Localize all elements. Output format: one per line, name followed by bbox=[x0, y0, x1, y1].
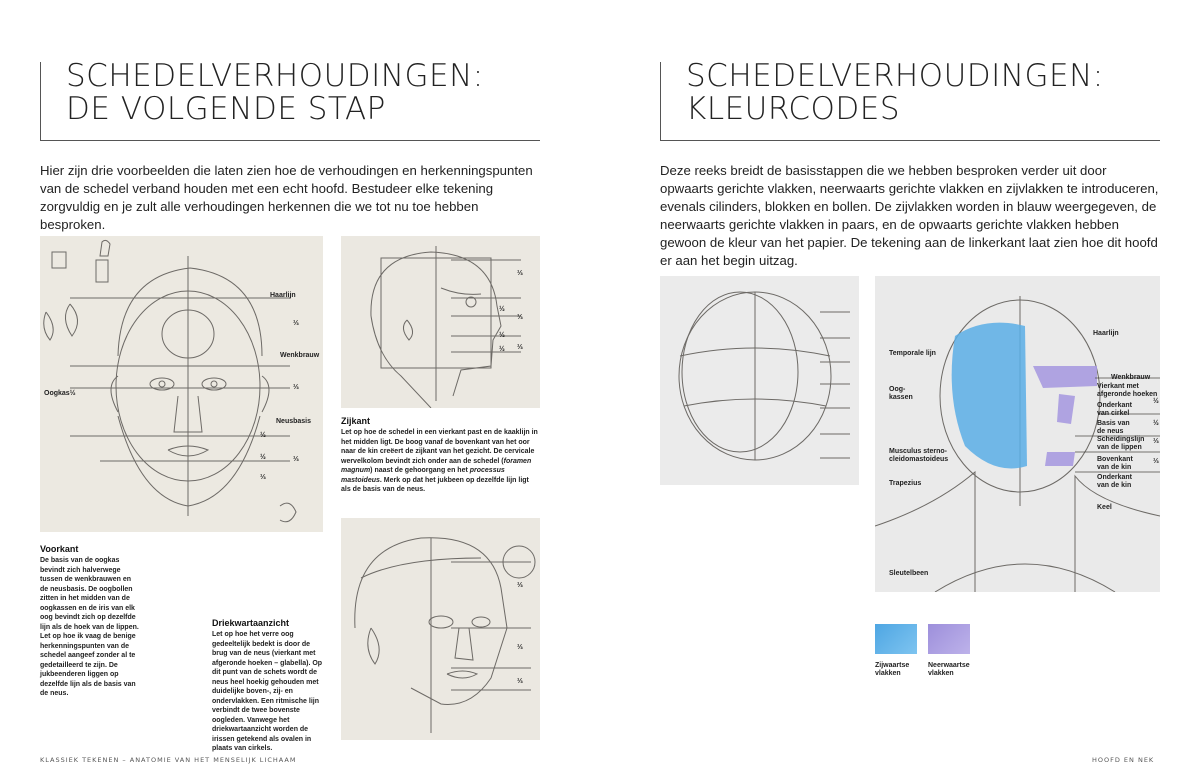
label-musculus-line2: cleidomastoideus bbox=[889, 456, 949, 463]
caption-zijkant-body-part-c: . Merk op dat het jukbeen op dezelfde lijn ligt als de basis van de neus. bbox=[341, 476, 529, 493]
caption-driekwart-body: Let op hoe het verre oog gedeeltelijk bedekt is door de brug van de neus (vierkant met afgeronde hoeken – glabella). Op dit punt van de schets wordt de neus heel hoekig gehouden met duidelijke boven-, zij- en ondervlakken. Een ritmische lijn verbindt de twee bovenste oogleden. Vanwege het driekwartaanzicht worden de irissen getekend als ovalen in plaats van cirkels. bbox=[212, 631, 323, 752]
swatch-side-planes bbox=[875, 624, 917, 654]
label-keel: Keel bbox=[1097, 504, 1112, 511]
threeq-fraction-2: ⅓ bbox=[517, 644, 523, 651]
right-title-rule-horizontal bbox=[660, 140, 1160, 141]
front-fraction-5: ⅓ bbox=[293, 456, 299, 463]
label-onderkant-cirkel-line1: Onderkant bbox=[1097, 402, 1133, 409]
front-label-wenkbrauw: Wenkbrauw bbox=[280, 352, 320, 359]
front-view-drawing bbox=[40, 236, 323, 532]
caption-driekwart bbox=[212, 618, 324, 754]
label-vierkant-line1: Vierkant met bbox=[1097, 383, 1139, 390]
label-scheidingslijn bbox=[1097, 436, 1144, 452]
swatch-down-planes-label bbox=[928, 662, 970, 678]
front-fraction-4: ½ bbox=[260, 454, 266, 461]
caption-voorkant-body: De basis van de oogkas bevindt zich halverwege tussen de wenkbrauwen en de neusbasis. De oogbollen zitten in het midden van de oogkassen en de iris van elk oog bevindt zich op dezelfde lijn als de hoek van de lippen. Let op hoe ik vaag de benige herkenningspunten van de schedel aangeef zonder al te gedetailleerd te zijn. De jukbeenderen liggen op dezelfde lijn als de basis van de neus. bbox=[40, 557, 139, 697]
caption-voorkant-heading: Voorkant bbox=[40, 544, 79, 554]
label-musculus-line1: Musculus sterno- bbox=[889, 448, 947, 455]
label-oogkassen bbox=[889, 386, 913, 402]
label-onderkant-kin-line1: Onderkant bbox=[1097, 474, 1133, 481]
right-fraction-1: ½ bbox=[1153, 398, 1159, 405]
right-footer: HOOFD EN NEK bbox=[1092, 756, 1155, 764]
swatch-side-planes-label bbox=[875, 662, 909, 678]
caption-zijkant-term-processus: processus mastoideus bbox=[341, 467, 505, 484]
right-fraction-4: ⅓ bbox=[1153, 458, 1159, 465]
caption-driekwart-heading: Driekwartaanzicht bbox=[212, 618, 290, 628]
left-title-line-2: DE VOLGENDE STAP bbox=[66, 91, 386, 127]
front-label-oogkas-fraction: ½ bbox=[69, 390, 76, 397]
side-fraction-3: ⅓ bbox=[517, 314, 523, 321]
initial-head-drawing bbox=[660, 276, 859, 485]
side-plane-shape bbox=[952, 323, 1027, 469]
front-label-haarlijn: Haarlijn bbox=[270, 292, 296, 299]
label-musculus bbox=[889, 448, 948, 464]
down-plane-brow bbox=[1033, 366, 1097, 388]
side-fraction-5: ½ bbox=[499, 346, 505, 353]
right-title-line-2: KLEURCODES bbox=[686, 91, 901, 127]
front-fraction-2: ⅓ bbox=[293, 384, 299, 391]
left-title-rule-vertical bbox=[40, 62, 41, 141]
label-temporale-lijn: Temporale lijn bbox=[889, 350, 936, 357]
label-basis-neus-line2: de neus bbox=[1097, 428, 1124, 435]
label-onderkant-kin-line2: van de kin bbox=[1097, 482, 1132, 489]
right-fraction-2: ½ bbox=[1153, 420, 1159, 427]
label-onderkant-cirkel-line2: van cirkel bbox=[1097, 410, 1130, 417]
front-fraction-3: ½ bbox=[260, 432, 266, 439]
right-fraction-3: ⅓ bbox=[1153, 438, 1159, 445]
label-sleutelbeen: Sleutelbeen bbox=[889, 570, 929, 577]
label-bovenkant-kin-line2: van de kin bbox=[1097, 464, 1132, 471]
down-plane-chin bbox=[1045, 452, 1075, 466]
label-oogkassen-line2: kassen bbox=[889, 394, 913, 401]
caption-voorkant bbox=[40, 544, 140, 699]
label-onderkant-kin bbox=[1097, 474, 1132, 490]
label-basis-neus bbox=[1097, 420, 1130, 436]
label-vierkant bbox=[1097, 383, 1157, 399]
side-fraction-1: ⅓ bbox=[517, 270, 523, 277]
threeq-fraction-3: ⅓ bbox=[517, 678, 523, 685]
front-fraction-6: ⅓ bbox=[260, 474, 266, 481]
label-trapezius: Trapezius bbox=[889, 480, 922, 487]
right-intro-text: Deze reeks breidt de basisstappen die we hebben besproken verder uit door opwaarts gerichte vlakken, neerwaarts gerichte vlakken en zijvlakken te introduceren, evenals cilinders, blokken en bollen. De zijvlakken worden in blauw weergegeven, de neerwaarts gerichte vlakken in paars, en de opwaarts gerichte vlakken hebben gewoon de kleur van het papier. De tekening aan de linkerkant laat zien hoe dit hoofd er aan het begin uitzag. bbox=[660, 163, 1159, 268]
left-intro-text: Hier zijn drie voorbeelden die laten zien hoe de verhoudingen en herkenningspunten van de schedel verband houden met een echt hoofd. Bestudeer elke tekening zorgvuldig en je zult alle verhoudingen herkennen die we tot nu toe hebben besproken. bbox=[40, 163, 533, 232]
front-label-oogkas-text: Oogkas bbox=[44, 390, 70, 397]
three-quarter-drawing bbox=[341, 518, 540, 740]
side-view-sketch bbox=[341, 236, 540, 408]
caption-zijkant-body-part-b: ) naast de gehoorgang en het bbox=[370, 467, 470, 474]
side-view-drawing bbox=[341, 236, 540, 408]
caption-zijkant-term-foramen: foramen magnum bbox=[341, 457, 532, 474]
colorcoded-head-sketch bbox=[875, 276, 1160, 592]
label-oogkassen-line1: Oog- bbox=[889, 386, 906, 393]
three-quarter-sketch bbox=[341, 518, 540, 740]
threeq-fraction-1: ⅓ bbox=[517, 582, 523, 589]
front-label-neusbasis: Neusbasis bbox=[276, 418, 312, 425]
down-plane-nose bbox=[1057, 394, 1075, 424]
right-page-title bbox=[686, 60, 1104, 126]
right-title-rule-vertical bbox=[660, 62, 661, 141]
swatch-down-planes bbox=[928, 624, 970, 654]
label-wenkbrauw: Wenkbrauw bbox=[1111, 374, 1151, 381]
right-title-line-1: SCHEDELVERHOUDINGEN: bbox=[686, 58, 1104, 94]
front-label-oogkas bbox=[44, 390, 76, 398]
left-footer: KLASSIEK TEKENEN – ANATOMIE VAN HET MENSELIJK LICHAAM bbox=[40, 756, 297, 764]
side-fraction-2: ½ bbox=[499, 306, 505, 313]
caption-zijkant-heading: Zijkant bbox=[341, 416, 371, 426]
front-view-sketch bbox=[40, 236, 323, 532]
front-fraction-1: ⅓ bbox=[293, 320, 299, 327]
swatch-down-planes-label-line2: vlakken bbox=[928, 670, 954, 677]
caption-zijkant-body-part-a: Let op hoe de schedel in een vierkant past en de kaaklijn in het midden ligt. De boog vanaf de bovenkant van het oor naar de kin creëert de zijkant van het gezicht. De cervicale wervelkolom bevindt zich onder aan de schedel ( bbox=[341, 429, 538, 465]
caption-zijkant-body bbox=[341, 428, 540, 495]
swatch-side-planes-label-line1: Zijwaartse bbox=[875, 662, 910, 669]
swatch-side-planes-label-line2: vlakken bbox=[875, 670, 901, 677]
side-fraction-6: ⅓ bbox=[517, 344, 523, 351]
left-title-line-1: SCHEDELVERHOUDINGEN: bbox=[66, 58, 484, 94]
label-bovenkant-kin bbox=[1097, 456, 1133, 472]
left-page-title bbox=[66, 60, 484, 126]
label-bovenkant-kin-line1: Bovenkant bbox=[1097, 456, 1133, 463]
caption-zijkant bbox=[341, 416, 540, 495]
label-scheidingslijn-line1: Scheidingslijn bbox=[1097, 436, 1145, 443]
left-title-rule-horizontal bbox=[40, 140, 540, 141]
label-scheidingslijn-line2: van de lippen bbox=[1097, 444, 1142, 451]
label-basis-neus-line1: Basis van bbox=[1097, 420, 1130, 427]
side-fraction-4: ½ bbox=[499, 332, 505, 339]
initial-head-sketch bbox=[660, 276, 859, 485]
label-haarlijn: Haarlijn bbox=[1093, 330, 1119, 337]
label-onderkant-cirkel bbox=[1097, 402, 1132, 418]
label-vierkant-line2: afgeronde hoeken bbox=[1097, 391, 1158, 398]
swatch-down-planes-label-line1: Neerwaartse bbox=[928, 662, 970, 669]
